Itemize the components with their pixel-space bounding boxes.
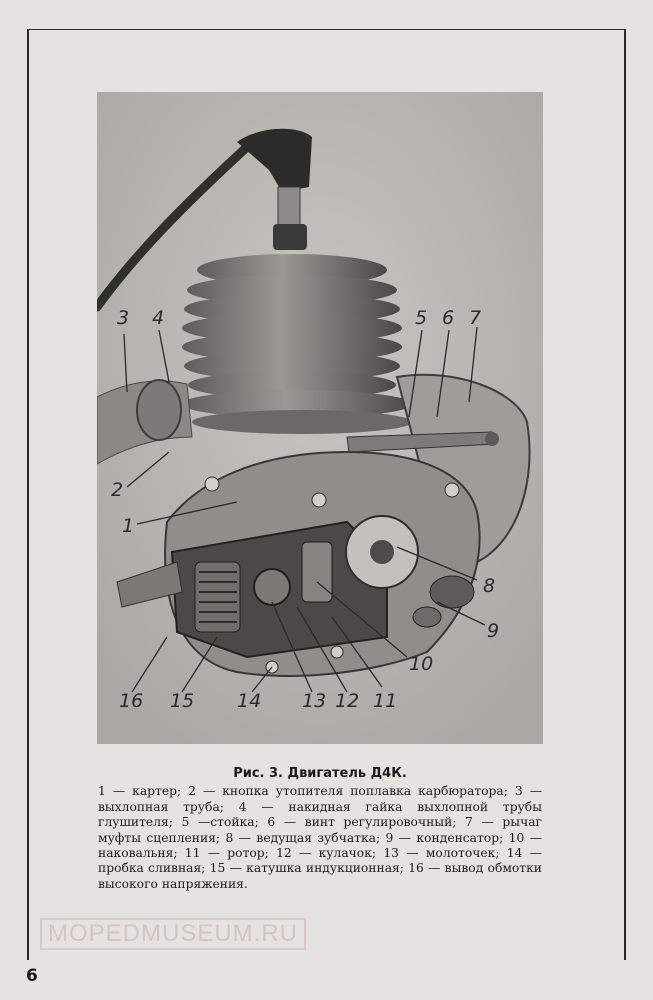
callout-5: 5 bbox=[415, 307, 428, 329]
frame-top bbox=[27, 29, 626, 30]
callout-1: 1 bbox=[122, 515, 135, 537]
callout-14: 14 bbox=[237, 690, 262, 712]
callout-15: 15 bbox=[170, 690, 195, 712]
callout-8: 8 bbox=[483, 575, 496, 597]
caption-title: Рис. 3. Двигатель Д4К. bbox=[233, 766, 407, 781]
engine-photo bbox=[97, 92, 543, 744]
callout-13: 13 bbox=[302, 690, 327, 712]
figure-caption bbox=[98, 766, 542, 892]
caption-legend: 1 — картер; 2 — кнопка утопителя поплавка карбюратора; 3 — выхлопная труба; 4 — накидная гайка выхлопной трубы глушителя; 5 —стойка; 6 — винт регулировочный; 7 — рычаг муфты сцепления; 8 — ведущая зубчатка; 9 — конденсатор; 10 — наковальня; 11 — ротор; 12 — кулачок; 13 — молоточек; 14 — пробка сливная; 15 — катушка индукционная; 16 — вывод обмотки высокого напряжения. bbox=[98, 784, 542, 891]
callout-11: 11 bbox=[373, 690, 398, 712]
callout-10: 10 bbox=[409, 653, 434, 675]
frame-right bbox=[624, 30, 626, 960]
callout-7: 7 bbox=[469, 307, 482, 329]
callout-2: 2 bbox=[111, 479, 124, 501]
callout-12: 12 bbox=[335, 690, 360, 712]
callout-4: 4 bbox=[152, 307, 165, 329]
frame-left bbox=[27, 30, 29, 960]
callout-6: 6 bbox=[442, 307, 455, 329]
page-number: 6 bbox=[26, 966, 38, 986]
callout-9: 9 bbox=[487, 620, 500, 642]
callout-16: 16 bbox=[119, 690, 144, 712]
callout-3: 3 bbox=[117, 307, 130, 329]
watermark: MOPEDMUSEUM.RU bbox=[40, 918, 306, 950]
